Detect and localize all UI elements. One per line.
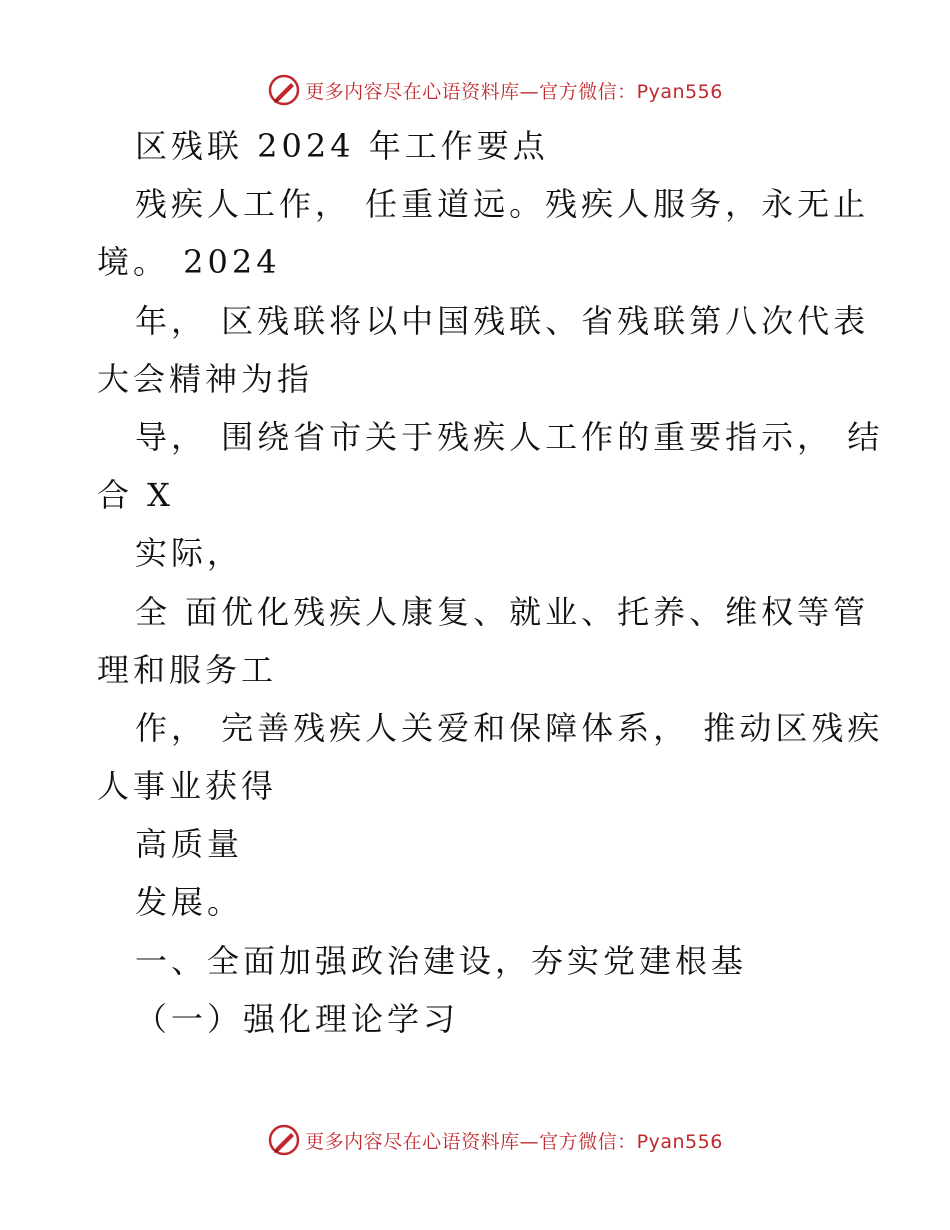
text-line: 人事业获得 (97, 767, 278, 806)
document-body (97, 117, 884, 1048)
pen-logo-icon (267, 73, 301, 107)
text-line: 全 面优化残疾人康复、就业、托养、维权等管 (135, 592, 870, 631)
text-line: 年， 区残联将以中国残联、省残联第八次代表 (135, 301, 870, 340)
text-line: 大会精神为指 (97, 359, 314, 398)
text-line: 理和服务工 (97, 650, 278, 689)
watermark-header (0, 70, 950, 110)
watermark-group (267, 1123, 723, 1157)
text-line: （一）强化理论学习 (135, 999, 460, 1038)
watermark-group (267, 73, 723, 107)
text-line: 导， 围绕省市关于残疾人工作的重要指示， 结 (135, 417, 884, 456)
watermark-text: 更多内容尽在心语资料库—官方微信：Pyan556 (305, 1130, 723, 1153)
text-line: 发展。 (135, 883, 244, 922)
text-line: 作， 完善残疾人关爱和保障体系， 推动区残疾 (135, 708, 884, 747)
text-line: 合 X (97, 476, 174, 515)
watermark-text: 更多内容尽在心语资料库—官方微信：Pyan556 (305, 80, 723, 103)
text-line: 一、全面加强政治建设，夯实党建根基 (135, 941, 748, 980)
text-line: 境。 2024 (97, 243, 281, 282)
text-line: 残疾人工作， 任重道远。残疾人服务，永无止 (135, 185, 870, 224)
text-line: 高质量 (135, 825, 244, 864)
text-line: 实际， (135, 534, 244, 573)
pen-logo-icon (267, 1123, 301, 1157)
text-line: 区残联 2024 年工作要点 (135, 127, 549, 165)
watermark-footer (0, 1120, 950, 1160)
